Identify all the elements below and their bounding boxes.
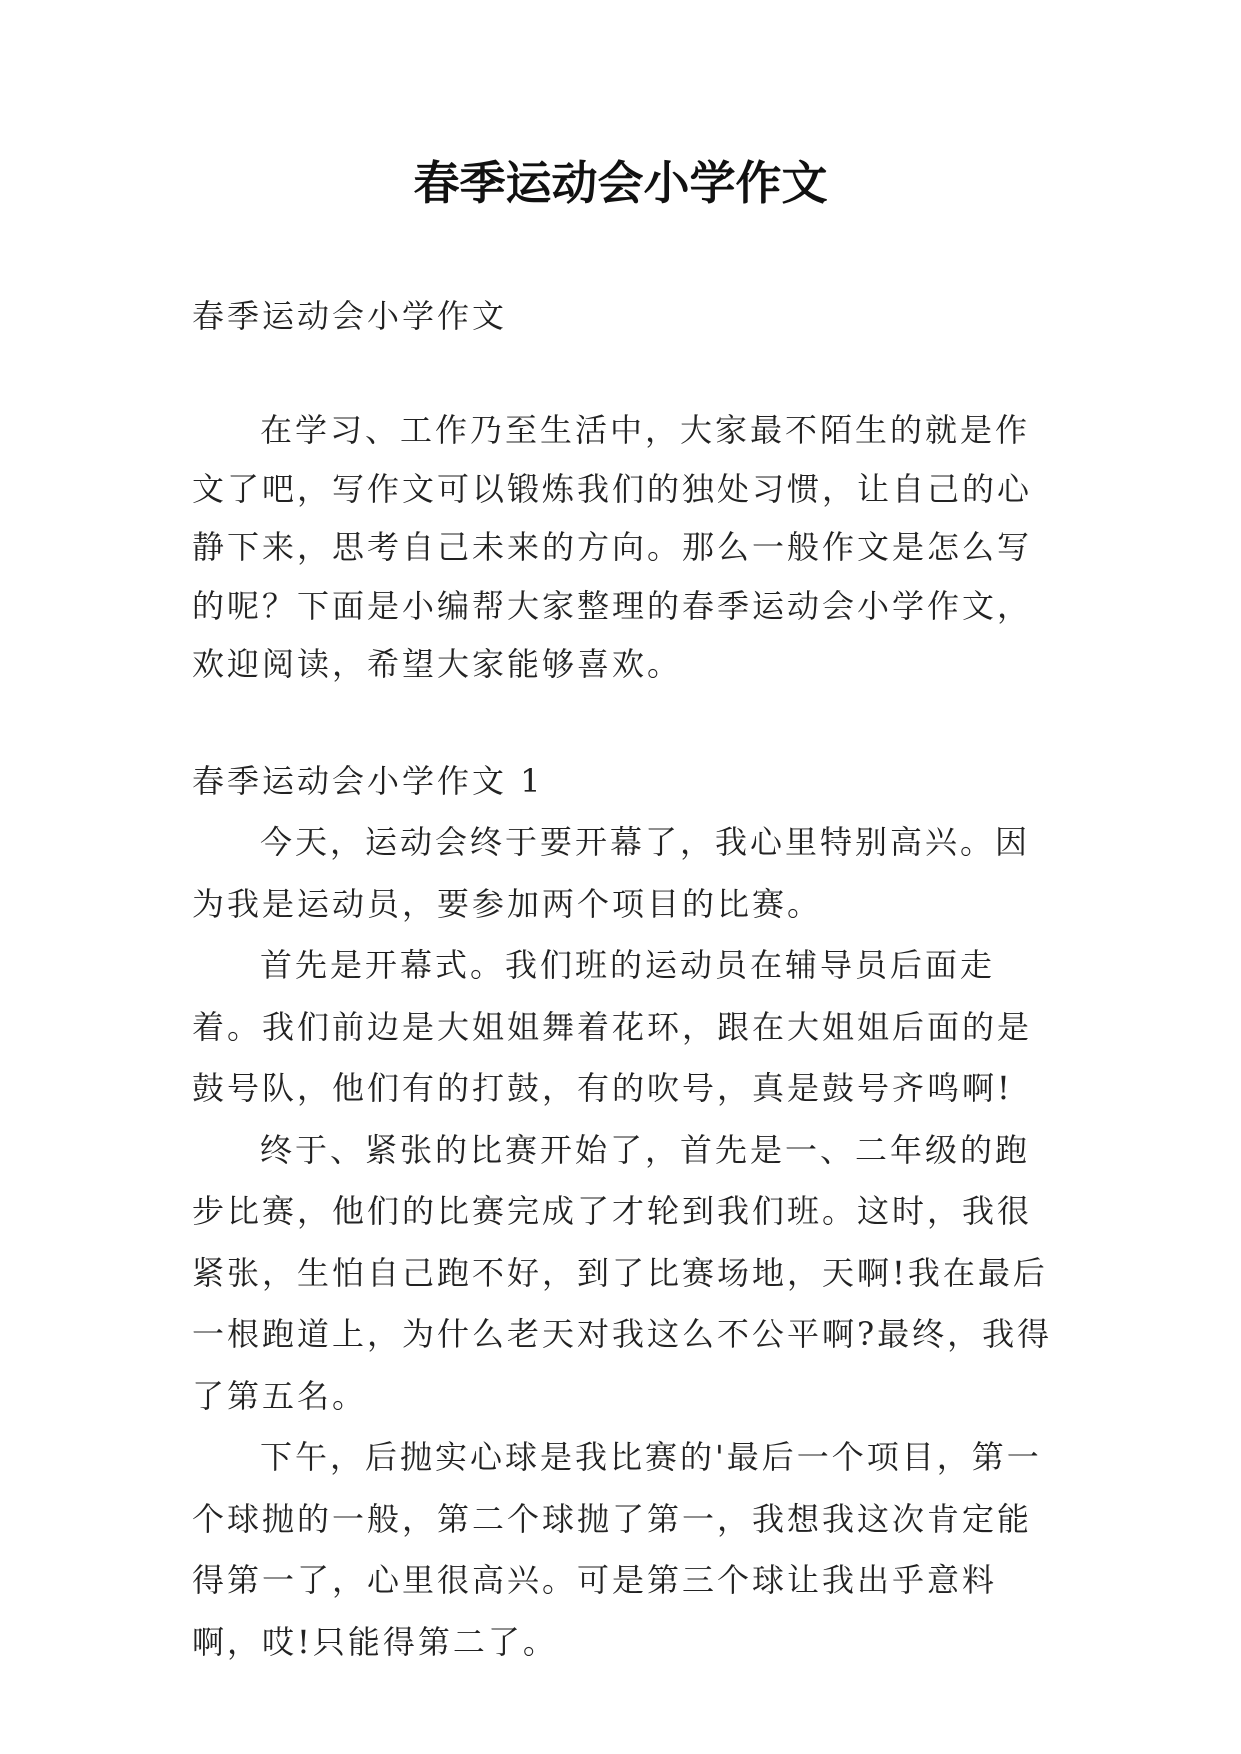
section-heading: 春季运动会小学作文 1	[192, 762, 544, 800]
essay-paragraph: 首先是开幕式。我们班的运动员在辅导员后面走着。我们前边是大姐姐舞着花环，跟在大姐姐后面的是鼓号队，他们有的打鼓，有的吹号，真是鼓号齐鸣啊!	[192, 946, 1033, 1107]
essay-paragraph: 下午，后抛实心球是我比赛的'最后一个项目，第一个球抛的一般，第二个球抛了第一，我想我这次肯定能得第一了，心里很高兴。可是第三个球让我出乎意料啊，哎!只能得第二了。	[192, 1438, 1042, 1661]
essay-paragraph: 终于、紧张的比赛开始了，首先是一、二年级的跑步比赛，他们的比赛完成了才轮到我们班。这时，我很紧张，生怕自己跑不好，到了比赛场地，天啊!我在最后一根跑道上，为什么老天对我这么不公平啊?最终，我得了第五名。	[192, 1130, 1053, 1415]
intro-paragraph: 在学习、工作乃至生活中，大家最不陌生的就是作文了吧，写作文可以锻炼我们的独处习惯，让自己的心静下来，思考自己未来的方向。那么一般作文是怎么写的呢？下面是小编帮大家整理的春季运动会小学作文，欢迎阅读，希望大家能够喜欢。	[192, 411, 1033, 683]
document-subtitle: 春季运动会小学作文	[192, 297, 508, 335]
essay-body	[192, 812, 1062, 1673]
essay-paragraph: 今天，运动会终于要开幕了，我心里特别高兴。因为我是运动员，要参加两个项目的比赛。	[192, 823, 1031, 923]
document-title: 春季运动会小学作文	[413, 156, 828, 210]
